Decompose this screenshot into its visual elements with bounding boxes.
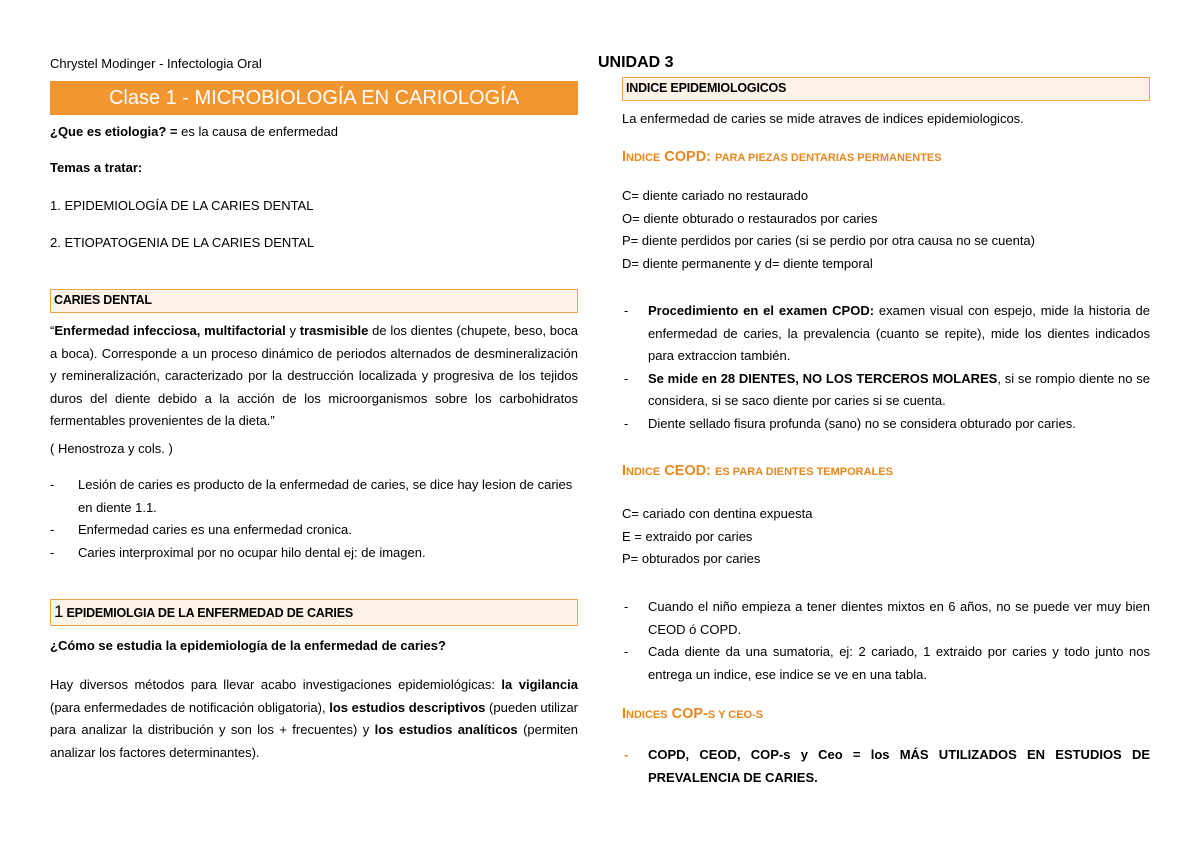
methods-paragraph (50, 674, 578, 764)
indices-intro: La enfermedad de caries se mide atraves de indices epidemiologicos. (622, 111, 1024, 126)
ceod-line-p: P= obturados por caries (622, 551, 761, 566)
copd-bullets (598, 300, 1150, 435)
bullet-dash: - (50, 477, 55, 492)
section1-number: 1 (54, 602, 64, 621)
methods-b1: la vigilancia (501, 677, 578, 692)
cops-head-s: S Y CEO-S (707, 709, 764, 721)
bullet-dash: - (624, 599, 629, 614)
bullet-dash: - (624, 415, 629, 431)
ceod-head-code: CEOD: (660, 463, 716, 479)
list-item (50, 519, 578, 542)
ceod-line-e: E = extraido por caries (622, 528, 753, 544)
cops-head-ndices: NDICES (626, 709, 668, 721)
copd-b2-rest: , si se rompio diente no se considera, si se saco diente por caries si se cuenta. (648, 370, 1150, 408)
indices-heading-text: INDICE EPIDEMIOLOGICOS (626, 81, 787, 95)
bullet-text: Enfermedad caries es una enfermedad cronica. (78, 522, 352, 537)
cops-b1: COPD, CEOD, COP-s y Ceo = los MÁS UTILIZADOS EN ESTUDIOS DE PREVALENCIA DE CARIES. (648, 747, 1150, 785)
methods-t3: (pueden utilizar para analizar la distribución y son los + frecuentes) y (50, 699, 578, 737)
copd-head-rest: PARA PIEZAS DENTARIAS PERMANENTES (715, 152, 942, 164)
methods-t1: Hay diversos métodos para llevar acabo investigaciones epidemiológicas: (50, 677, 502, 692)
list-item (598, 368, 1150, 413)
bullet-dash: - (624, 370, 629, 386)
ceod-bullets (598, 596, 1150, 686)
ceod-b1: Cuando el niño empieza a tener dientes mixtos en 6 años, no se puede ver muy bien CEOD ó COPD. (648, 599, 1150, 637)
temas-label: Temas a tratar: (50, 160, 143, 175)
list-item (50, 542, 578, 565)
caries-dental-heading (50, 289, 578, 313)
quote-open: “ (50, 323, 55, 338)
methods-b2: los estudios descriptivos (329, 699, 486, 715)
ceod-b2: Cada diente da una sumatoria, ej: 2 cariado, 1 extraido por caries y todo junto nos entrega un indice, ese indice se ve en una tabla. (648, 644, 1150, 682)
caries-definition (50, 320, 578, 433)
caries-bullets (50, 474, 578, 564)
ceod-line-c: C= cariado con dentina expuesta (622, 506, 813, 521)
copd-line-c: C= diente cariado no restaurado (622, 188, 809, 203)
list-item (598, 300, 1150, 368)
class-title: Clase 1 - MICROBIOLOGÍA EN CARIOLOGÍA (50, 81, 578, 115)
cops-head-i: I (622, 706, 627, 722)
copd-head-i: I (622, 149, 627, 165)
ceod-head-rest: ES PARA DIENTES TEMPORALES (715, 466, 893, 478)
etiologia-question: ¿Que es etiologia? = (50, 124, 178, 139)
bullet-dash: - (624, 303, 629, 318)
def-mid: y (285, 323, 300, 338)
ceod-head-i: I (622, 463, 627, 479)
section1-heading (50, 599, 578, 626)
author-line: Chrystel Modinger - Infectologia Oral (50, 56, 262, 71)
citation: ( Henostroza y cols. ) (50, 441, 173, 456)
copd-b2-bold: Se mide en 28 DIENTES, NO LOS TERCEROS MOLARES (648, 370, 998, 386)
def-rest: de los dientes (chupete, beso, boca a boca). Corresponde a un proceso dinámico de periodos alternados de desmineralización y remineralización, caracterizado por la destrucción localizada y progresiva de los tejidos duros del diente debido a la acción de los microorganismos sobre los carbohidratos fermentables provenientes de la dieta.” (50, 323, 578, 428)
bullet-text: Caries interproximal por no ocupar hilo dental ej: de imagen. (78, 544, 426, 560)
copd-b1-rest: examen visual con espejo, mide la historia de enfermedad de caries, la prevalencia (cuanto se repite), mide los dientes indicados para extraccion también. (648, 303, 1150, 363)
ceod-definitions (622, 503, 1150, 571)
def-bold-1: Enfermedad infecciosa, multifactorial (54, 323, 286, 338)
cops-head-cop: COP- (667, 706, 708, 722)
copd-b1-bold: Procedimiento en el examen CPOD: (648, 303, 875, 318)
list-item (598, 596, 1150, 641)
etiologia-answer: es la causa de enfermedad (177, 124, 338, 139)
methods-t2: (para enfermedades de notificación obligatoria), (50, 699, 330, 715)
etiologia-definition (50, 124, 578, 139)
cops-bullets (598, 744, 1150, 789)
bullet-dash: - (624, 644, 629, 659)
section1-question: ¿Cómo se estudia la epidemiología de la enfermedad de caries? (50, 638, 446, 653)
def-bold-2: trasmisible (299, 323, 369, 338)
tema-item-2: 2. ETIOPATOGENIA DE LA CARIES DENTAL (50, 235, 315, 250)
caries-dental-heading-text: CARIES DENTAL (54, 293, 152, 307)
copd-line-d: D= diente permanente y d= diente temporal (622, 255, 873, 271)
cops-heading (622, 706, 1150, 722)
bullet-text: Lesión de caries es producto de la enfermedad de caries, se dice hay lesion de caries en diente 1.1. (78, 477, 573, 515)
list-item (598, 744, 1150, 789)
copd-line-o: O= diente obturado o restaurados por caries (622, 210, 878, 226)
methods-t4: (permiten analizar los factores determinantes). (50, 722, 578, 760)
bullet-dash: - (50, 522, 55, 537)
copd-definitions (622, 185, 1150, 275)
copd-line-p: P= diente perdidos por caries (si se perdio por otra causa no se cuenta) (622, 233, 1035, 248)
copd-head-ndice: NDICE (626, 152, 661, 164)
methods-b3: los estudios analíticos (374, 722, 518, 737)
list-item (598, 641, 1150, 686)
indices-heading (622, 77, 1150, 101)
copd-head-code: COPD: (660, 149, 716, 165)
copd-heading (622, 149, 1150, 165)
tema-item-1: 1. EPIDEMIOLOGÍA DE LA CARIES DENTAL (50, 198, 314, 213)
section1-title: EPIDEMIOLGIA DE LA ENFERMEDAD DE CARIES (63, 606, 353, 620)
list-item (598, 413, 1150, 436)
bullet-dash: - (50, 544, 55, 560)
copd-b3: Diente sellado fisura profunda (sano) no se considera obturado por caries. (648, 415, 1076, 431)
unidad-title: UNIDAD 3 (598, 54, 674, 71)
ceod-heading (622, 463, 1150, 479)
ceod-head-ndice: NDICE (626, 466, 661, 478)
list-item (50, 474, 578, 519)
bullet-dash: - (624, 747, 629, 762)
